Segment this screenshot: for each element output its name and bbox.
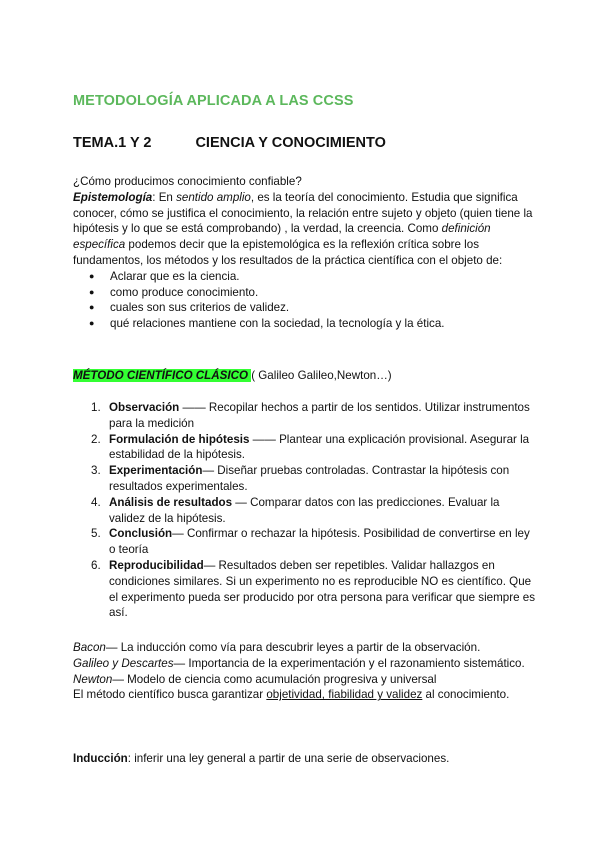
intro-question: ¿Cómo producimos conocimiento confiable? (73, 175, 302, 188)
epistemology-paragraph: Epistemología: En sentido amplio, es la teoría del conocimiento. Estudia que significa conocer, cómo se justifica el conocimiento, la relación entre sujeto y objeto (quien tiene la hipótesis y lo que se está comprobando) , la verdad, la creencia. Como definición específica podemos decir que la epistemológica es la reflexión crítica sobre los fundamentos, los métodos y los resultados de la práctica científica con el objeto de: (73, 190, 533, 267)
step-item: 5. Conclusión— Confirmar o rechazar la hipótesis. Posibilidad de convertirse en ley o teoría (91, 527, 530, 557)
topic-name: CIENCIA Y CONOCIMIENTO (195, 135, 386, 151)
epistemology-term: Epistemología (73, 190, 153, 204)
steps-section (73, 400, 535, 621)
step-item: 4. Análisis de resultados — Comparar datos con las predicciones. Evaluar la validez de la hipótesis. (91, 495, 500, 525)
step-term: Reproducibilidad (109, 558, 204, 572)
authors-section (73, 640, 533, 703)
intro-section (73, 174, 533, 332)
induction-definition: Inducción: inferir una ley general a partir de una serie de observaciones. (73, 752, 450, 765)
step-item: 3. Experimentación— Diseñar pruebas controladas. Contrastar la hipótesis con resultados experimentales. (91, 464, 510, 493)
step-term: Observación (109, 401, 180, 414)
author-line: Galileo y Descartes— Importancia de la experimentación y el razonamiento sistemático. (73, 656, 525, 670)
list-item: ● cuales son sus criterios de validez. (73, 300, 533, 316)
method-label: MÉTODO CIENTÍFICO CLÁSICO (73, 369, 252, 382)
topic-number: TEMA.1 Y 2 (73, 135, 152, 151)
method-authors: ( Galileo Galileo,Newton…) (251, 369, 392, 382)
guarantee-paragraph: El método científico busca garantizar objetividad, fiabilidad y validez al conocimiento. (73, 688, 510, 702)
step-term: Formulación de hipótesis (109, 432, 250, 446)
author-line: Bacon— La inducción como vía para descubrir leyes a partir de la observación. (73, 641, 481, 654)
step-item: 1. Observación —— Recopilar hechos a partir de los sentidos. Utilizar instrumentos para la medición (91, 401, 530, 430)
step-term: Análisis de resultados (109, 495, 233, 509)
method-heading (73, 368, 533, 384)
induction-section (73, 751, 533, 767)
list-item: ● qué relaciones mantiene con la sociedad, la tecnología y la ética. (73, 316, 533, 332)
step-item: 6. Reproducibilidad— Resultados deben ser repetibles. Validar hallazgos en condiciones similares. Si un experimento no es reproducible NO es científico. Que el experimento pueda ser producido por otra persona para verificar que siempre es así. (91, 558, 535, 620)
list-item: ● como produce conocimiento. (73, 285, 533, 301)
step-item: 2. Formulación de hipótesis —— Plantear una explicación provisional. Asegurar la estabilidad de la hipótesis. (91, 432, 530, 462)
list-item: ● Aclarar que es la ciencia. (73, 269, 533, 285)
guarantee-underlined: objetividad, fiabilidad y validez (266, 688, 423, 702)
document-title: METODOLOGÍA APLICADA A LAS CCSS (73, 93, 354, 109)
method-steps (73, 400, 535, 621)
step-term: Conclusión (109, 527, 173, 541)
objectives-list (73, 269, 533, 332)
topic-heading (73, 135, 386, 151)
author-line: Newton— Modelo de ciencia como acumulación progresiva y universal (73, 672, 437, 686)
step-term: Experimentación (109, 464, 203, 478)
induction-term: Inducción (73, 752, 128, 765)
